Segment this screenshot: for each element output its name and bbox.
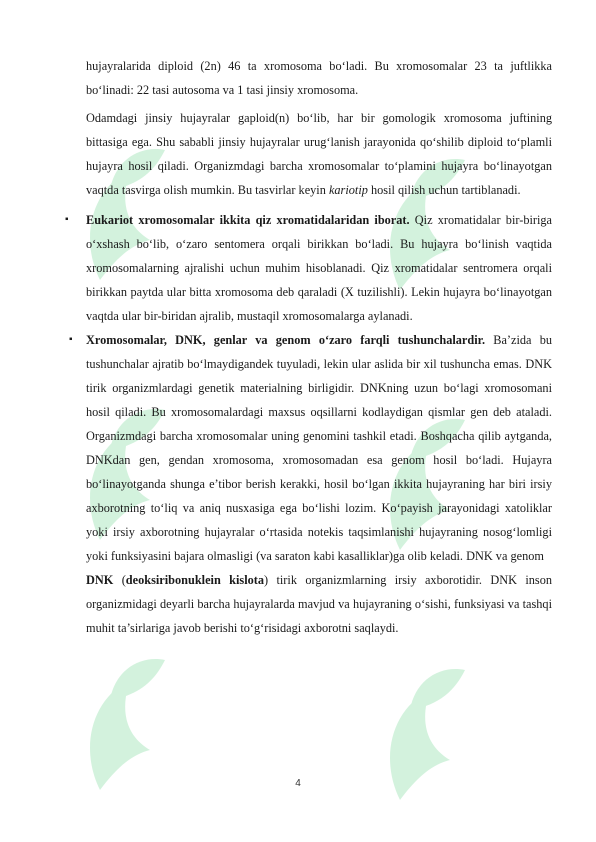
- term-kariotip: kariotip: [328, 183, 368, 197]
- paragraph-gaploid: [86, 106, 552, 202]
- term-deoksiribonuklein: deoksiribonuklein kislota: [125, 573, 265, 587]
- body-text: [65, 54, 553, 640]
- term-dnk: DNK: [86, 573, 114, 587]
- page-number: 4: [295, 778, 301, 789]
- paragraph-dnk: [86, 568, 552, 640]
- paragraph-dnk-text: ) tirik organizmlarning irsiy axborotidir. DNK inson organizmidagi deyarli barcha hujayralarda mavjud va hujayraning o‘sishi, funksiyasi va tashqi muhit ta’sirlariga javob berishi to‘g‘risidagi axborotni saqlaydi.: [86, 573, 553, 635]
- bullet-dnk: [69, 328, 553, 568]
- bullet-dnk-text: Ba’zida bu tushunchalar ajratib bo‘lmaydigandek tuyuladi, lekin ular aslida bir xil tushuncha emas. DNK tirik organizmlardagi genetik materialning birligidir. DNKning uzun bo‘lagi xromosomani hosil qiladi. Bu xromosomalardagi maxsus oqsillarni kodlaydigan qismlar gen deb ataladi. Organizmdagi barcha xromosomalar uning genomini tashkil etadi. Boshqacha qilib aytganda, DNKdan gen, gendan xromosoma, xromosomadan esa genom hosil bo‘ladi. Hujayra bo‘linayotganda shunga e’tibor berish kerakki, hosil bo‘lgan ikkita hujayraning har biri irsiy axborotning to‘liq va aniq nusxasiga ega bo‘lishi lozim. Ko‘payish jarayonidagi xatoliklar yoki irsiy axborotning hujayralar o‘rtasida notekis taqsimlanishi hujayraning nosog‘lomligi yoki funksiyasini bajara olmasligi (va saraton kabi kasalliklar)ga olib keladi. DNK va genom: [86, 333, 553, 563]
- bullet-eukariot: [65, 208, 552, 328]
- bullet-eukariot-text: Qiz xromatidalar bir-biriga o‘xshash bo‘lib, o‘zaro sentomera orqali birikkan bo‘ladi. Bu hujayra bo‘linish vaqtida xromosomalarning ajralishi uchun muhim hisoblanadi. Qiz xromatidalar sentromera orqali birikkan paytda ular bitta xromosoma deb qaraladi (X tuzilishli). Lekin hujayra bo‘linayotgan vaqtda ular bir-biridan ajralib, mustaqil xromosomalarga aylanadi.: [86, 213, 552, 323]
- bullet-dnk-lead: Xromosomalar, DNK, genlar va genom o‘zaro farqli tushunchalardir.: [86, 333, 486, 347]
- bullet-eukariot-lead: Eukariot xromosomalar ikkita qiz xromatidalaridan iborat.: [86, 213, 410, 227]
- bullet-marker: ▪: [69, 334, 73, 345]
- bullet-marker: ▪: [65, 214, 69, 225]
- paragraph-continuation: hujayralarida diploid (2n) 46 ta xromosoma bo‘ladi. Bu xromosomalar 23 ta juftlikka bo‘linadi: 22 tasi autosoma va 1 tasi jinsiy xromosoma.: [86, 59, 552, 97]
- paragraph-gaploid-text: Odamdagi jinsiy hujayralar gaploid(n) bo‘lib, har bir gomologik xromosoma juftining bittasiga ega. Shu sababli jinsiy hujayralar urug‘lanish jarayonida qo‘shilib diploid to‘plamli hujayra hosil qiladi. Organizmdagi barcha xromosomalar to‘plamini hujayra bo‘linayotgan vaqtda tasvirga olish mumkin. Bu tasvirlar keyin: [86, 111, 552, 197]
- watermark-logo-icon: [370, 650, 490, 820]
- paren-open: (: [113, 573, 126, 587]
- paragraph-gaploid-end: hosil qilish uchun tartiblanadi.: [367, 183, 521, 197]
